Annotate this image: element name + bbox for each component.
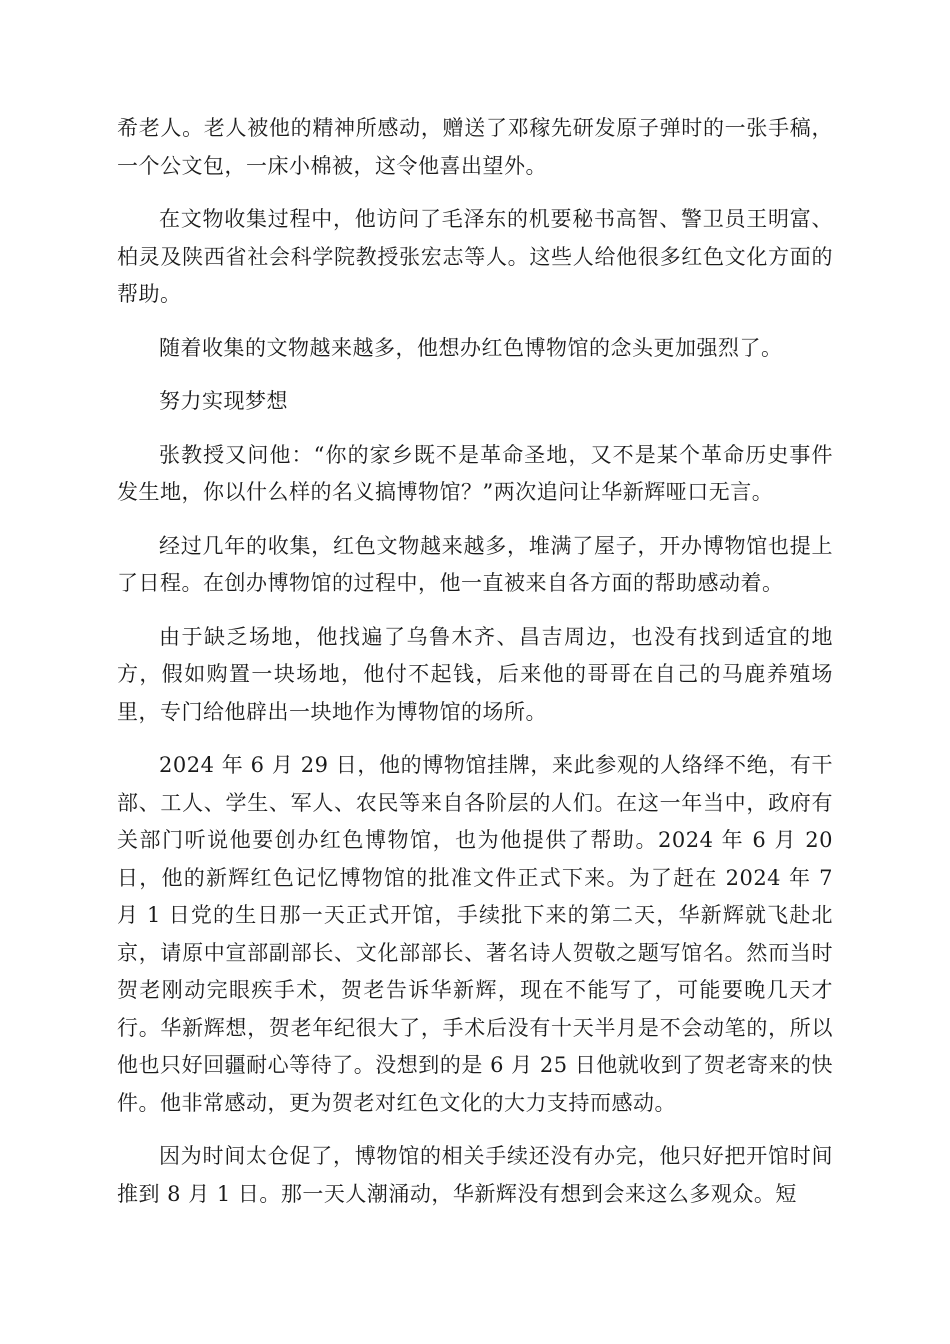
paragraph-venue: 由于缺乏场地，他找遍了乌鲁木齐、昌吉周边，也没有找到适宜的地方，假如购置一块场地，他付不起钱，后来他的哥哥在自己的马鹿养殖场里，专门给他辟出一块地作为博物馆的场所。 bbox=[117, 624, 833, 724]
paragraph-question: 张教授又问他：“你的家乡既不是革命圣地，又不是某个革命历史事件发生地，你以什么样的名义搞博物馆？”两次追问让华新辉哑口无言。 bbox=[117, 442, 833, 504]
paragraph-postpone: 因为时间太仓促了，博物馆的相关手续还没有办完，他只好把开馆时间推到 8 月 1 日。那一天人潮涌动，华新辉没有想到会来这么多观众。短 bbox=[117, 1144, 833, 1206]
paragraph-visits: 在文物收集过程中，他访问了毛泽东的机要秘书高智、警卫员王明富、柏灵及陕西省社会科学院教授张宏志等人。这些人给他很多红色文化方面的帮助。 bbox=[117, 207, 833, 306]
paragraph-idea: 随着收集的文物越来越多，他想办红色博物馆的念头更加强烈了。 bbox=[159, 335, 783, 360]
paragraph-continued: 希老人。老人被他的精神所感动，赠送了邓稼先研发原子弹时的一张手稿，一个公文包，一床小棉被，这令他喜出望外。 bbox=[117, 116, 833, 178]
paragraph-years: 经过几年的收集，红色文物越来越多，堆满了屋子，开办博物馆也提上了日程。在创办博物馆的过程中，他一直被来自各方面的帮助感动着。 bbox=[117, 533, 833, 595]
article-body bbox=[117, 110, 833, 1229]
section-heading: 努力实现梦想 bbox=[159, 389, 288, 413]
paragraph-opening: 2024 年 6 月 29 日，他的博物馆挂牌，来此参观的人络绎不绝，有干部、工人、学生、军人、农民等来自各阶层的人们。在这一年当中，政府有关部门听说他要创办红色博物馆，也为他提供了帮助。2024 年 6 月 20 日，他的新辉红色记忆博物馆的批准文件正式下来。为了赶在 2024 年 7 月 1 日党的生日那一天正式开馆，手续批下来的第二天，华新辉就飞赴北京，请原中宣部副部长、文化部部长、著名诗人贺敬之题写馆名。然而当时贺老刚动完眼疾手术，贺老告诉华新辉，现在不能写了，可能要晚几天才行。华新辉想，贺老年纪很大了，手术后没有十天半月是不会动笔的，所以他也只好回疆耐心等待了。没想到的是 6 月 25 日他就收到了贺老寄来的快件。他非常感动，更为贺老对红色文化的大力支持而感动。 bbox=[117, 753, 833, 1115]
